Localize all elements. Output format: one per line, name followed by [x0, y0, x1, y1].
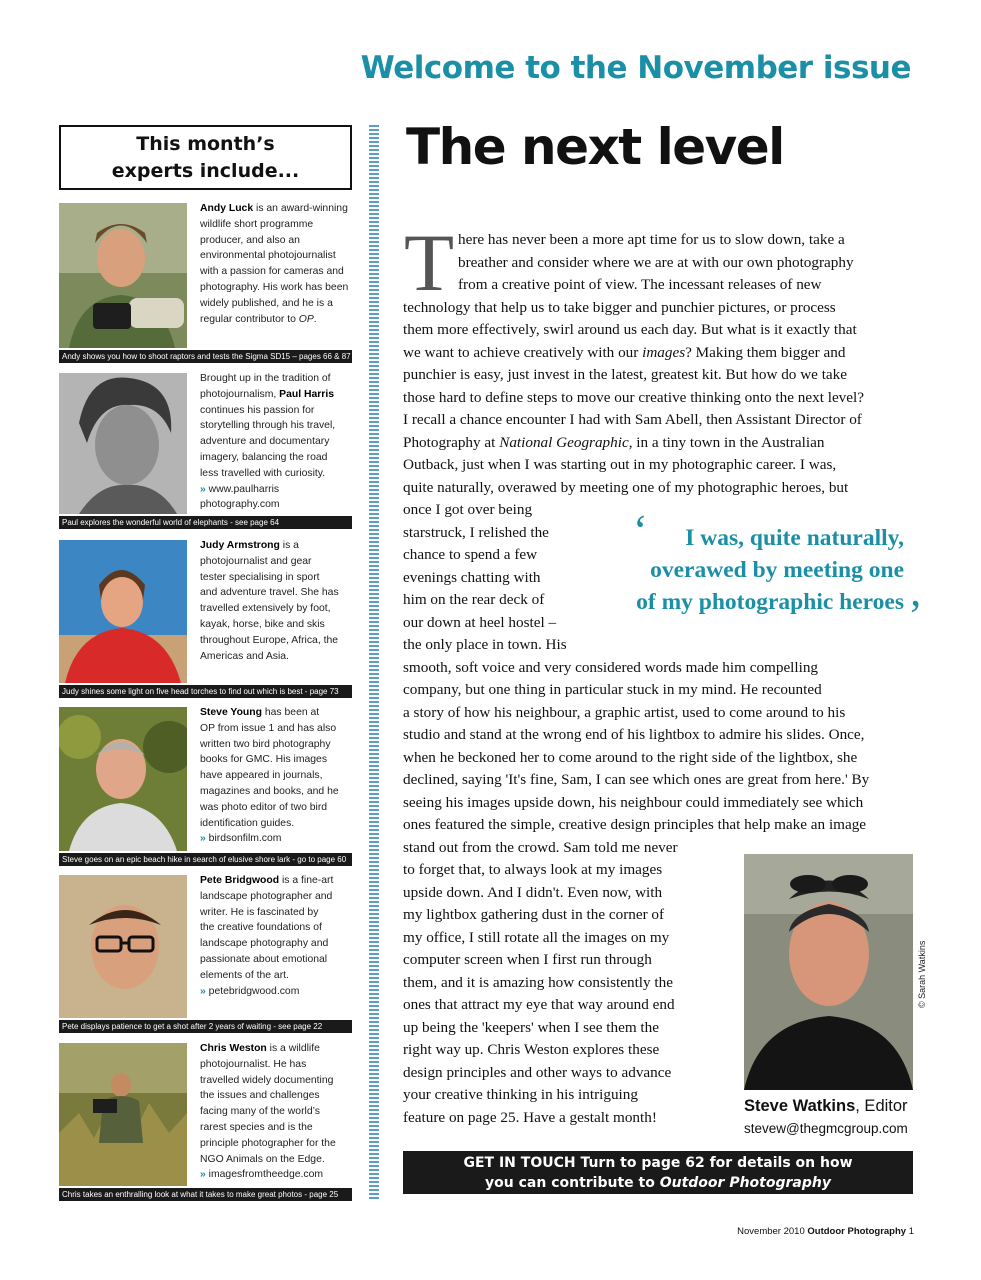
expert-link[interactable]: birdsonfilm.com [208, 833, 282, 845]
article-line: here has never been a more apt time for us to slow down, take a [458, 231, 845, 248]
article-line: breather and consider where we are at with our own photography [458, 254, 854, 271]
editor-signature [744, 1097, 908, 1116]
get-in-touch-label: GET IN TOUCH [463, 1155, 576, 1171]
expert-link[interactable]: imagesfromtheedge.com [208, 1169, 324, 1181]
editor-email[interactable]: stevew@thegmcgroup.com [744, 1121, 908, 1136]
judy-armstrong-caption: Judy shines some light on five head torches to find out which is best - page 73 [59, 685, 352, 698]
article-line: studio and stand at the wrong end of his lightbox to admire his slides. Once, [403, 726, 865, 743]
andy-luck-bio: Andy Luck is an award-winning wildlife short programme producer, and also an environmental photojournalist with a passion for cameras and photography. His work has been widely published, and he is a regular contributor to OP. [200, 203, 349, 325]
article-line: to forget that, to always look at my images [403, 861, 663, 878]
expert-name: Andy Luck [200, 203, 254, 214]
pull-quote-line: I was, quite naturally, [685, 525, 904, 551]
article-line: feature on page 25. Have a gestalt month! [403, 1109, 657, 1126]
article-line: Outback, just when I was starting out in my photographic career. I was, [403, 456, 837, 473]
link-arrow-icon: » [200, 985, 206, 997]
folio-month: November 2010 [737, 1226, 808, 1237]
article-line: company, but one thing in particular stuck in my mind. He recounted [403, 681, 822, 698]
paul-harris-photo [59, 373, 187, 514]
article-line: computer screen when I first run through [403, 951, 652, 968]
expert-paul-harris [59, 373, 352, 533]
chris-weston-bio: Chris Weston is a wildlife photojournalist. He has travelled widely documenting the issues and challenges facing many of the world’s rarest species and is the principle photographer for the NGO Animals on the Edge. » imagesfromtheedge.com [200, 1043, 336, 1181]
article-line: quite naturally, overawed by meeting one of my photographic heroes, but [403, 479, 849, 496]
article-line: stand out from the crowd. Sam told me never [403, 839, 678, 856]
close-quote-icon: ’ [908, 591, 923, 640]
judy-armstrong-photo [59, 540, 187, 683]
steve-young-bio: Steve Young has been at OP from issue 1 and has also written two bird photography books for GMC. His images have appeared in journals, magazines and books, and he was photo editor of two bird identification guides. » birdsonfilm.com [200, 707, 339, 845]
issue-kicker: Welcome to the November issue [360, 50, 911, 86]
editor-name: Steve Watkins [744, 1097, 856, 1115]
article-line: your creative thinking in his intriguing [403, 1086, 638, 1103]
expert-name: Pete Bridgwood [200, 875, 280, 886]
column-divider [369, 125, 379, 1200]
article-line: ones that attract my eye that way around end [403, 996, 675, 1013]
folio-page: 1 [906, 1226, 914, 1237]
chris-weston-caption: Chris takes an enthralling look at what it takes to make great photos - page 25 [59, 1188, 352, 1201]
article-line: I recall a chance encounter I had with Sam Abell, then Assistant Director of [403, 411, 862, 428]
pete-bridgwood-bio: Pete Bridgwood is a fine-art landscape photographer and writer. He is fascinated by the creative foundations of landscape photography and passionate about emotional elements of the art. » petebridgwood.com [200, 875, 334, 997]
article-line: those hard to define steps to move our creative thinking onto the next level? [403, 389, 864, 406]
article-line: punchier is easy, just invest in the latest, greatest kit. But how do we take [403, 366, 847, 383]
pete-bridgwood-caption: Pete displays patience to get a shot after 2 years of waiting - see page 22 [59, 1020, 352, 1033]
experts-heading-line1: This month’s [136, 133, 275, 155]
get-in-touch-banner: GET IN TOUCH Turn to page 62 for details on how you can contribute to Outdoor Photography [403, 1151, 913, 1194]
article-line: technology that help us to take bigger and punchier pictures, or process [403, 299, 836, 316]
editor-role: , Editor [855, 1097, 908, 1115]
expert-judy-armstrong [59, 540, 352, 700]
expert-name: Chris Weston [200, 1043, 267, 1054]
steve-young-photo [59, 707, 187, 851]
expert-link-cont[interactable]: photography.com [200, 499, 280, 511]
expert-link[interactable]: www.paulharris [208, 483, 280, 495]
folio-magazine: Outdoor Photography [807, 1226, 907, 1237]
article-line: declined, saying 'It's fine, Sam, I can see which ones are great from here.' By [403, 771, 870, 788]
expert-steve-young [59, 707, 352, 867]
judy-armstrong-bio: Judy Armstrong is a photojournalist and gear tester specialising in sport and adventure travel. She has travelled extensively by foot, kayak, horse, bike and skis throughout Europe, Africa, the Americas and Asia. [200, 540, 339, 662]
editor-photo [744, 854, 913, 1090]
experts-heading-line2: experts include... [111, 160, 300, 182]
andy-luck-caption: Andy shows you how to shoot raptors and tests the Sigma SD15 – pages 66 & 87 [59, 350, 352, 363]
paul-harris-caption: Paul explores the wonderful world of elephants - see page 64 [59, 516, 352, 529]
link-arrow-icon: » [200, 483, 206, 495]
article-line: from a creative point of view. The incessant releases of new [458, 276, 822, 293]
expert-link[interactable]: petebridgwood.com [208, 985, 300, 997]
article-line: design principles and other ways to advance [403, 1064, 672, 1081]
expert-name: Judy Armstrong [200, 540, 280, 551]
steve-young-caption: Steve goes on an epic beach hike in search of elusive shore lark - go to page 60 [59, 853, 352, 866]
article-line: evenings chatting with [403, 569, 541, 586]
article-line: my office, I still rotate all the images on my [403, 929, 670, 946]
article-line: up being the 'keepers' when I see them the [403, 1019, 659, 1036]
experts-heading-box [59, 125, 352, 190]
andy-luck-photo [59, 203, 187, 348]
expert-name: Steve Young [200, 707, 262, 718]
article-line: starstruck, I relished the [403, 524, 549, 541]
pull-quote-line: overawed by meeting one [650, 557, 904, 583]
article-line: him on the rear deck of [403, 591, 545, 608]
photo-credit: © Sarah Watkins [917, 940, 927, 1008]
article-line: smooth, soft voice and very considered words made him compelling [403, 659, 819, 676]
article-line: seeing his images upside down, his neighbour could immediately see which [403, 794, 864, 811]
article-line: when he beckoned her to come around to the right side of the lightbox, she [403, 749, 858, 766]
expert-chris-weston [59, 1043, 352, 1203]
article-line: ones featured the simple, creative design principles that help make an image [403, 816, 867, 833]
chris-weston-photo [59, 1043, 187, 1186]
article-line: we want to achieve creatively with our images? Making them bigger and [403, 344, 846, 361]
pull-quote-line: of my photographic heroes [636, 589, 904, 615]
open-quote-icon: ‘ [633, 506, 648, 555]
page-headline: The next level [406, 118, 784, 176]
article-line: the only place in town. His [403, 636, 567, 653]
expert-andy-luck [59, 203, 352, 366]
link-arrow-icon: » [200, 833, 206, 845]
article-line: our down at heel hostel – [403, 614, 557, 631]
expert-pete-bridgwood [59, 875, 352, 1035]
article-line: once I got over being [403, 501, 533, 518]
paul-harris-bio: Brought up in the tradition of photojournalism, Paul Harris continues his passion for storytelling through his travel, adventure and documentary imagery, balancing the road less travelled with curiosity. » www.paulharris photography.com [200, 373, 336, 511]
article-line: Photography at National Geographic, in a tiny town in the Australian [403, 434, 825, 451]
drop-cap: T [404, 217, 455, 308]
page-folio [737, 1226, 914, 1237]
article-line: them, and it is amazing how consistently the [403, 974, 673, 991]
article-line: my lightbox gathering dust in the corner of [403, 906, 665, 923]
article-line: them more effectively, swirl around us each day. But what is it exactly that [403, 321, 857, 338]
article-line: a story of how his neighbour, a graphic artist, used to come around to his [403, 704, 846, 721]
article-line: upside down. And I didn't. Even now, with [403, 884, 663, 901]
expert-name: Paul Harris [279, 388, 335, 400]
article-line: right way up. Chris Weston explores these [403, 1041, 660, 1058]
pete-bridgwood-photo [59, 875, 187, 1018]
article-line: chance to spend a few [403, 546, 538, 563]
get-in-touch-text: Turn to page 62 for details on how [575, 1155, 853, 1171]
link-arrow-icon: » [200, 1169, 206, 1181]
